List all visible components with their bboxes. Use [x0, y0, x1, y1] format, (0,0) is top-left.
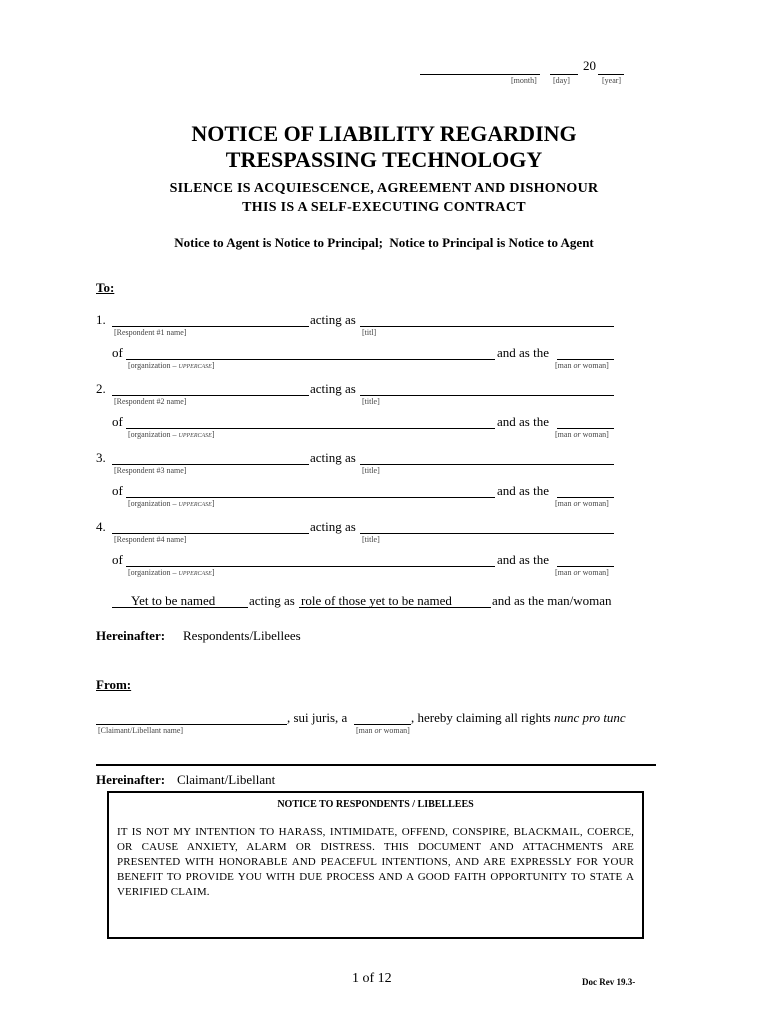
woman-label: woman]	[580, 499, 609, 508]
org-label-case: uppercase	[178, 430, 212, 439]
claimant-man-woman-line[interactable]	[354, 724, 411, 725]
org-label-prefix: [organization –	[128, 430, 179, 439]
man-woman-line[interactable]	[557, 497, 614, 498]
respondent-name-line[interactable]	[112, 326, 309, 327]
organization-label	[128, 361, 215, 370]
woman-label: woman]	[580, 568, 609, 577]
respondent-block-2	[0, 381, 768, 441]
ytbn-name: Yet to be named	[131, 593, 216, 608]
claimant-name-label: [Claimant/Libellant name]	[98, 726, 184, 735]
respondent-name-line[interactable]	[112, 395, 309, 396]
org-label-suffix: ]	[211, 568, 215, 577]
man-woman-label	[555, 430, 609, 439]
respondent-title-label: [title]	[362, 535, 380, 544]
man-woman-line[interactable]	[557, 359, 614, 360]
respondent-name-label: [Respondent #4 name]	[114, 535, 187, 544]
respondent-name-label: [Respondent #1 name]	[114, 328, 187, 337]
org-label-suffix: ]	[211, 430, 215, 439]
of-label: of	[112, 414, 123, 429]
claimant-line	[0, 710, 768, 740]
acting-as-label: acting as	[310, 519, 356, 534]
org-label-case: uppercase	[178, 568, 212, 577]
year-label: [year]	[602, 76, 622, 85]
claiming-text	[411, 710, 626, 726]
hereinafter-claimant-label: Hereinafter:	[96, 772, 166, 787]
org-label-case: uppercase	[178, 499, 212, 508]
man-label: [man	[555, 499, 574, 508]
of-label: of	[112, 552, 123, 567]
woman-label: woman]	[580, 361, 609, 370]
respondent-block-4	[0, 519, 768, 579]
organization-label	[128, 568, 215, 577]
respondent-number: 1.	[96, 312, 106, 327]
organization-line[interactable]	[126, 428, 495, 429]
woman-label: woman]	[580, 430, 609, 439]
man-woman-label	[555, 361, 609, 370]
man-woman-line[interactable]	[557, 566, 614, 567]
subtitle-line2: THIS IS A SELF-EXECUTING CONTRACT	[242, 200, 526, 215]
respondent-title-line[interactable]	[360, 533, 614, 534]
document-title-line1: NOTICE OF LIABILITY REGARDING	[191, 121, 577, 146]
man-label: [man	[555, 361, 574, 370]
claimant-man-woman-label	[356, 726, 410, 735]
or-label: or	[573, 499, 581, 508]
and-as-the-label: and as the	[497, 483, 549, 498]
respondent-title-label: [title]	[362, 397, 380, 406]
and-as-the-label: and as the	[497, 552, 549, 567]
notice-principal-line: Notice to Agent is Notice to Principal; Notice to Principal is Notice to Agent	[174, 235, 594, 250]
nunc-pro-tunc-text: nunc pro tunc	[553, 710, 626, 725]
and-as-the-label: and as the	[497, 345, 549, 360]
acting-as-label: acting as	[310, 450, 356, 465]
organization-line[interactable]	[126, 566, 495, 567]
org-label-prefix: [organization –	[128, 361, 179, 370]
ytbn-tail: and as the man/woman	[492, 593, 612, 608]
month-label: [month]	[511, 76, 537, 85]
doc-revision: Doc Rev 19.3-	[582, 977, 636, 987]
respondent-number: 3.	[96, 450, 106, 465]
ytbn-acting-as: acting as	[249, 593, 295, 608]
man-woman-line[interactable]	[557, 428, 614, 429]
ytbn-role: role of those yet to be named	[301, 593, 452, 608]
notice-box-text: IT IS NOT MY INTENTION TO HARASS, INTIMIDATE, OFFEND, CONSPIRE, BLACKMAIL, COERCE, OR CAUSE ANXIETY, ALARM OR DISTRESS. THIS DOCUMENT AND ATTACHMENTS ARE PRESENTED WITH HONORABLE AND PEACEFUL INTENTIONS, AND ARE EXPRESSLY FOR YOUR BENEFIT TO PROVIDE YOU WITH DUE PROCESS AND A GOOD FAITH OPPORTUNITY TO STATE A VERIFIED CLAIM.	[117, 826, 634, 898]
of-label: of	[112, 483, 123, 498]
org-label-suffix: ]	[211, 361, 215, 370]
respondent-title-line[interactable]	[360, 326, 614, 327]
org-label-prefix: [organization –	[128, 499, 179, 508]
claimant-name-line[interactable]	[96, 724, 287, 725]
yet-to-be-named-line	[0, 593, 768, 613]
organization-line[interactable]	[126, 497, 495, 498]
or-label: or	[573, 568, 581, 577]
man-label: [man	[555, 568, 574, 577]
respondent-block-3	[0, 450, 768, 510]
organization-line[interactable]	[126, 359, 495, 360]
and-as-the-label: and as the	[497, 414, 549, 429]
day-label: [day]	[553, 76, 570, 85]
org-label-suffix: ]	[211, 499, 215, 508]
document-title-line2: TRESPASSING TECHNOLOGY	[225, 147, 543, 172]
man-label: [man	[356, 726, 375, 735]
from-heading: From:	[96, 677, 132, 692]
org-label-prefix: [organization –	[128, 568, 179, 577]
subtitle-line1: SILENCE IS ACQUIESCENCE, AGREEMENT AND DISHONOUR	[169, 181, 599, 196]
to-heading: To:	[96, 280, 115, 295]
respondent-title-label: [title]	[362, 466, 380, 475]
respondent-number: 4.	[96, 519, 106, 534]
respondent-name-label: [Respondent #3 name]	[114, 466, 187, 475]
respondent-title-line[interactable]	[360, 395, 614, 396]
acting-as-label: acting as	[310, 312, 356, 327]
respondent-name-line[interactable]	[112, 464, 309, 465]
year-line[interactable]	[598, 74, 624, 75]
org-label-case: uppercase	[178, 361, 212, 370]
respondent-block-1	[0, 312, 768, 372]
claimant-value: Claimant/Libellant	[177, 772, 276, 787]
section-divider	[96, 764, 656, 766]
month-line[interactable]	[420, 74, 540, 75]
day-line[interactable]	[550, 74, 578, 75]
claiming-rights-text: , hereby claiming all rights	[411, 710, 554, 725]
man-woman-label	[555, 499, 609, 508]
or-label: or	[573, 430, 581, 439]
respondent-name-label: [Respondent #2 name]	[114, 397, 187, 406]
organization-label	[128, 499, 215, 508]
page-number: 1 of 12	[352, 971, 392, 986]
year-prefix: 20	[583, 58, 596, 73]
organization-label	[128, 430, 215, 439]
respondent-number: 2.	[96, 381, 106, 396]
acting-as-label: acting as	[310, 381, 356, 396]
sui-juris-text: , sui juris, a	[287, 710, 348, 725]
of-label: of	[112, 345, 123, 360]
respondent-name-line[interactable]	[112, 533, 309, 534]
respondent-title-line[interactable]	[360, 464, 614, 465]
man-label: [man	[555, 430, 574, 439]
respondents-value: Respondents/Libellees	[183, 628, 301, 643]
or-label: or	[374, 726, 382, 735]
hereinafter-respondents-label: Hereinafter:	[96, 628, 166, 643]
notice-box-title: NOTICE TO RESPONDENTS / LIBELLEES	[277, 799, 474, 810]
man-woman-label	[555, 568, 609, 577]
or-label: or	[573, 361, 581, 370]
respondent-title-label: [titl]	[362, 328, 377, 337]
woman-label: woman]	[381, 726, 410, 735]
notice-box	[107, 791, 644, 939]
